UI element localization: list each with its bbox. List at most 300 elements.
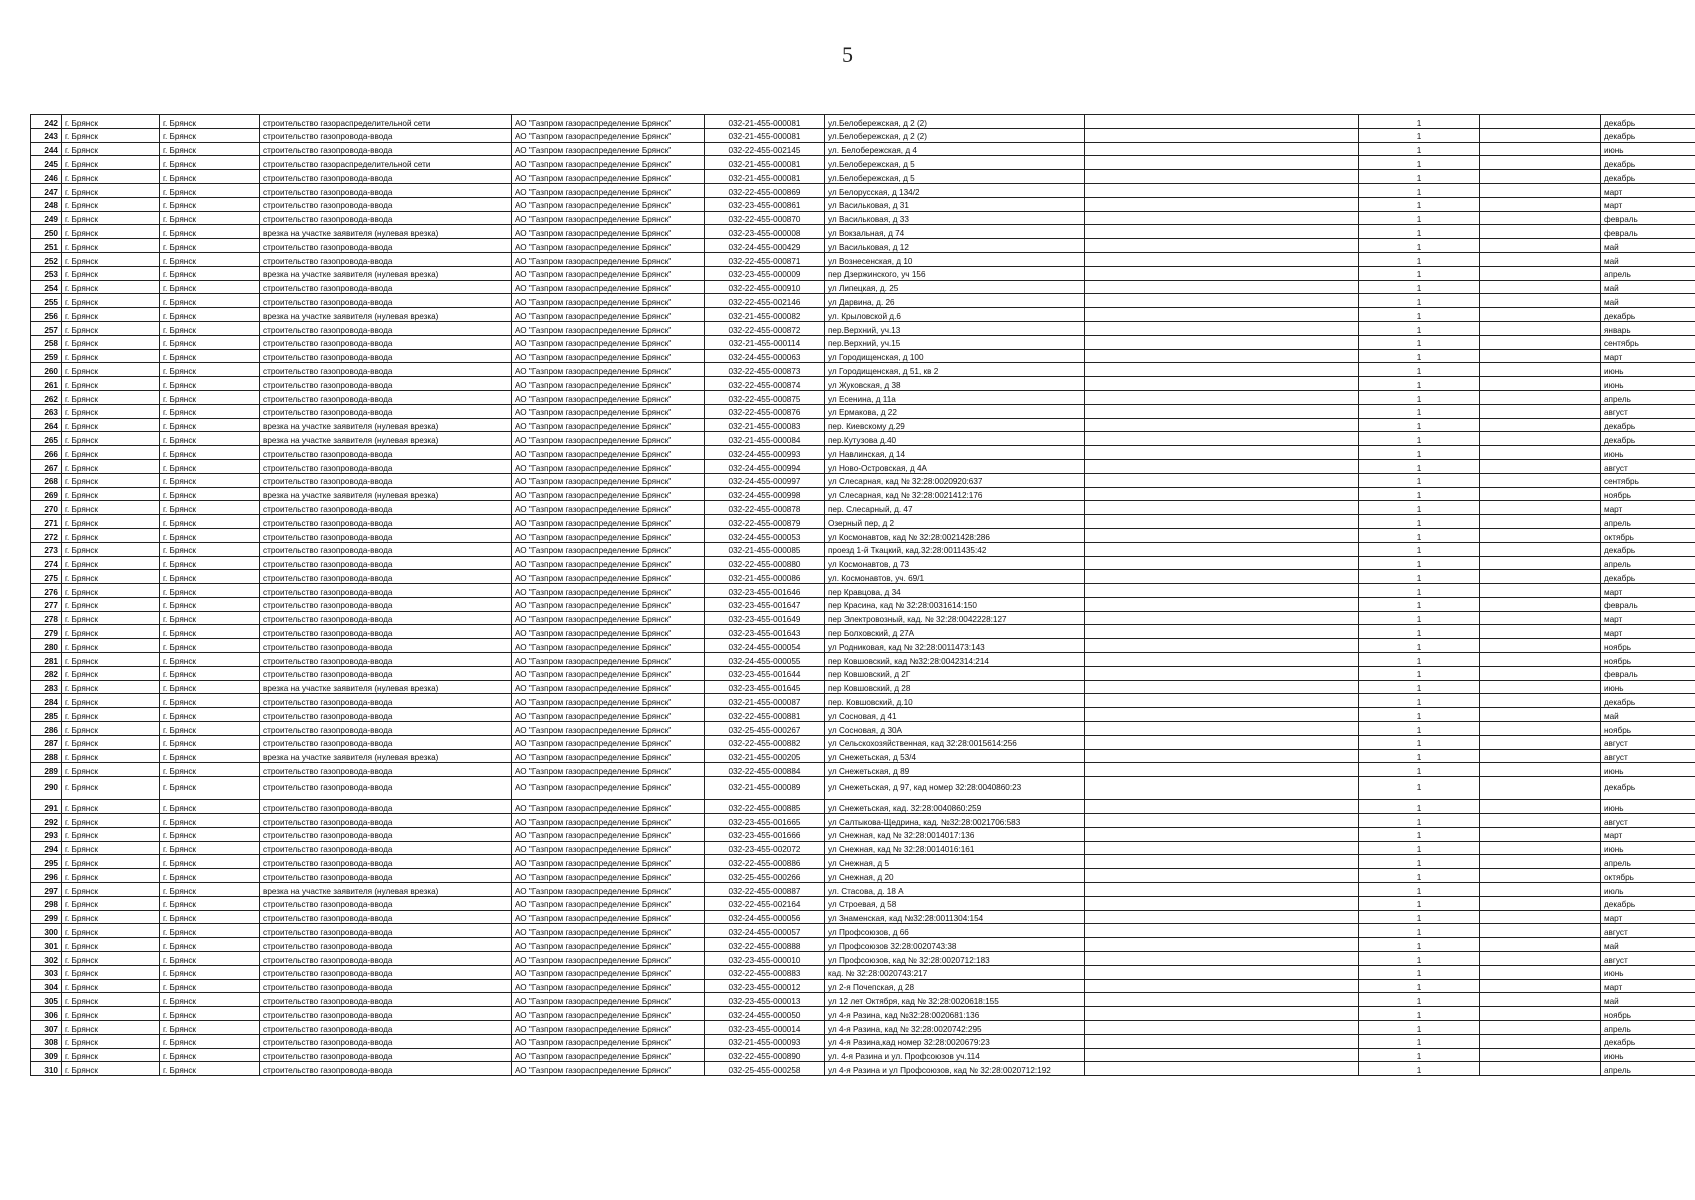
quantity-cell: 1 [1359, 827, 1480, 841]
row-number: 280 [31, 639, 62, 653]
quantity-cell: 1 [1359, 924, 1480, 938]
table-row [31, 653, 1695, 667]
blank-cell [1085, 142, 1359, 156]
blank-cell [1085, 653, 1359, 667]
table-row [31, 694, 1695, 708]
address-cell: ул Родниковая, кад № 32:28:0011473:143 [825, 639, 1085, 653]
address-cell: ул Вокзальная, д 74 [825, 225, 1085, 239]
work-type-cell: строительство газопровода-ввода [260, 896, 512, 910]
blank-cell [1480, 294, 1601, 308]
organization-cell: АО "Газпром газораспределение Брянск" [512, 528, 705, 542]
request-code-cell: 032-22-455-000881 [705, 708, 825, 722]
table-row [31, 708, 1695, 722]
quantity-cell: 1 [1359, 910, 1480, 924]
blank-cell [1085, 515, 1359, 529]
organization-cell: АО "Газпром газораспределение Брянск" [512, 639, 705, 653]
organization-cell: АО "Газпром газораспределение Брянск" [512, 377, 705, 391]
table-row [31, 993, 1695, 1007]
district-cell: г. Брянск [160, 335, 260, 349]
blank-cell [1480, 749, 1601, 763]
table-row [31, 528, 1695, 542]
request-code-cell: 032-21-455-000085 [705, 542, 825, 556]
quantity-cell: 1 [1359, 349, 1480, 363]
row-number: 259 [31, 349, 62, 363]
table-row [31, 965, 1695, 979]
request-code-cell: 032-22-455-002145 [705, 142, 825, 156]
month-cell: август [1601, 735, 1695, 749]
blank-cell [1480, 800, 1601, 814]
district-cell: г. Брянск [160, 597, 260, 611]
work-type-cell: строительство газопровода-ввода [260, 611, 512, 625]
table-row [31, 1021, 1695, 1035]
settlement-cell: г. Брянск [62, 294, 160, 308]
quantity-cell: 1 [1359, 611, 1480, 625]
row-number: 247 [31, 183, 62, 197]
district-cell: г. Брянск [160, 924, 260, 938]
settlement-cell: г. Брянск [62, 183, 160, 197]
month-cell: август [1601, 924, 1695, 938]
blank-cell [1480, 363, 1601, 377]
month-cell: декабрь [1601, 156, 1695, 170]
organization-cell: АО "Газпром газораспределение Брянск" [512, 735, 705, 749]
work-type-cell: строительство газопровода-ввода [260, 965, 512, 979]
row-number: 248 [31, 197, 62, 211]
blank-cell [1085, 308, 1359, 322]
work-type-cell: строительство газопровода-ввода [260, 446, 512, 460]
district-cell: г. Брянск [160, 749, 260, 763]
organization-cell: АО "Газпром газораспределение Брянск" [512, 883, 705, 897]
settlement-cell: г. Брянск [62, 800, 160, 814]
request-code-cell: 032-21-455-000087 [705, 694, 825, 708]
settlement-cell: г. Брянск [62, 910, 160, 924]
address-cell: пер Дзержинского, уч 156 [825, 266, 1085, 280]
organization-cell: АО "Газпром газораспределение Брянск" [512, 666, 705, 680]
row-number: 267 [31, 459, 62, 473]
settlement-cell: г. Брянск [62, 777, 160, 800]
request-code-cell: 032-22-455-000880 [705, 556, 825, 570]
organization-cell: АО "Газпром газораспределение Брянск" [512, 800, 705, 814]
blank-cell [1085, 896, 1359, 910]
work-type-cell: строительство газопровода-ввода [260, 1062, 512, 1076]
blank-cell [1480, 611, 1601, 625]
blank-cell [1480, 653, 1601, 667]
register-rows [31, 115, 1695, 1076]
work-type-cell: строительство газопровода-ввода [260, 924, 512, 938]
quantity-cell: 1 [1359, 1034, 1480, 1048]
row-number: 251 [31, 239, 62, 253]
request-code-cell: 032-25-455-000267 [705, 722, 825, 736]
quantity-cell: 1 [1359, 777, 1480, 800]
settlement-cell: г. Брянск [62, 584, 160, 598]
request-code-cell: 032-22-455-000875 [705, 390, 825, 404]
work-type-cell: врезка на участке заявителя (нулевая врезка) [260, 487, 512, 501]
address-cell: пер Ковшовский, д 28 [825, 680, 1085, 694]
settlement-cell: г. Брянск [62, 487, 160, 501]
address-cell: пер Электровозный, кад. № 32:28:0042228:127 [825, 611, 1085, 625]
district-cell: г. Брянск [160, 294, 260, 308]
address-cell: ул 12 лет Октября, кад № 32:28:0020618:155 [825, 993, 1085, 1007]
work-type-cell: строительство газопровода-ввода [260, 459, 512, 473]
row-number: 246 [31, 170, 62, 184]
organization-cell: АО "Газпром газораспределение Брянск" [512, 722, 705, 736]
table-row [31, 487, 1695, 501]
district-cell: г. Брянск [160, 280, 260, 294]
month-cell: февраль [1601, 225, 1695, 239]
quantity-cell: 1 [1359, 694, 1480, 708]
blank-cell [1085, 266, 1359, 280]
organization-cell: АО "Газпром газораспределение Брянск" [512, 308, 705, 322]
row-number: 308 [31, 1034, 62, 1048]
quantity-cell: 1 [1359, 142, 1480, 156]
organization-cell: АО "Газпром газораспределение Брянск" [512, 266, 705, 280]
work-type-cell: строительство газопровода-ввода [260, 363, 512, 377]
blank-cell [1085, 501, 1359, 515]
blank-cell [1480, 556, 1601, 570]
district-cell: г. Брянск [160, 404, 260, 418]
row-number: 301 [31, 938, 62, 952]
request-code-cell: 032-24-455-000057 [705, 924, 825, 938]
table-row [31, 280, 1695, 294]
request-code-cell: 032-22-455-000883 [705, 965, 825, 979]
table-row [31, 910, 1695, 924]
address-cell: ул Строевая, д 58 [825, 896, 1085, 910]
address-cell: ул Сосновая, д 41 [825, 708, 1085, 722]
request-code-cell: 032-22-455-000886 [705, 855, 825, 869]
organization-cell: АО "Газпром газораспределение Брянск" [512, 938, 705, 952]
blank-cell [1085, 404, 1359, 418]
row-number: 295 [31, 855, 62, 869]
work-type-cell: строительство газопровода-ввода [260, 694, 512, 708]
district-cell: г. Брянск [160, 239, 260, 253]
district-cell: г. Брянск [160, 197, 260, 211]
row-number: 272 [31, 528, 62, 542]
address-cell: ул.Белобережская, д 5 [825, 170, 1085, 184]
blank-cell [1085, 924, 1359, 938]
month-cell: май [1601, 938, 1695, 952]
month-cell: апрель [1601, 1021, 1695, 1035]
blank-cell [1085, 1007, 1359, 1021]
district-cell: г. Брянск [160, 211, 260, 225]
district-cell: г. Брянск [160, 1048, 260, 1062]
month-cell: апрель [1601, 1062, 1695, 1076]
row-number: 275 [31, 570, 62, 584]
organization-cell: АО "Газпром газораспределение Брянск" [512, 542, 705, 556]
settlement-cell: г. Брянск [62, 597, 160, 611]
month-cell: декабрь [1601, 1034, 1695, 1048]
address-cell: ул Снежная, кад № 32:28:0014016:161 [825, 841, 1085, 855]
work-type-cell: строительство газопровода-ввода [260, 1034, 512, 1048]
work-type-cell: строительство газопровода-ввода [260, 869, 512, 883]
quantity-cell: 1 [1359, 584, 1480, 598]
blank-cell [1480, 446, 1601, 460]
blank-cell [1085, 225, 1359, 239]
blank-cell [1480, 390, 1601, 404]
row-number: 296 [31, 869, 62, 883]
address-cell: ул Ермакова, д 22 [825, 404, 1085, 418]
blank-cell [1480, 855, 1601, 869]
blank-cell [1085, 597, 1359, 611]
address-cell: ул 4-я Разина,кад номер 32:28:0020679:23 [825, 1034, 1085, 1048]
table-row [31, 321, 1695, 335]
address-cell: ул.Белобережская, д 5 [825, 156, 1085, 170]
organization-cell: АО "Газпром газораспределение Брянск" [512, 749, 705, 763]
quantity-cell: 1 [1359, 197, 1480, 211]
blank-cell [1480, 156, 1601, 170]
work-type-cell: врезка на участке заявителя (нулевая врезка) [260, 680, 512, 694]
settlement-cell: г. Брянск [62, 722, 160, 736]
table-row [31, 115, 1695, 129]
row-number: 287 [31, 735, 62, 749]
blank-cell [1085, 722, 1359, 736]
district-cell: г. Брянск [160, 777, 260, 800]
organization-cell: АО "Газпром газораспределение Брянск" [512, 556, 705, 570]
request-code-cell: 032-22-455-000888 [705, 938, 825, 952]
quantity-cell: 1 [1359, 749, 1480, 763]
row-number: 273 [31, 542, 62, 556]
district-cell: г. Брянск [160, 170, 260, 184]
district-cell: г. Брянск [160, 128, 260, 142]
blank-cell [1480, 694, 1601, 708]
address-cell: ул 4-я Разина и ул Профсоюзов, кад № 32:28:0020712:192 [825, 1062, 1085, 1076]
request-code-cell: 032-21-455-000081 [705, 128, 825, 142]
address-cell: ул. Стасова, д. 18 А [825, 883, 1085, 897]
blank-cell [1480, 666, 1601, 680]
district-cell: г. Брянск [160, 515, 260, 529]
row-number: 262 [31, 390, 62, 404]
request-code-cell: 032-22-455-000870 [705, 211, 825, 225]
month-cell: декабрь [1601, 694, 1695, 708]
district-cell: г. Брянск [160, 556, 260, 570]
settlement-cell: г. Брянск [62, 924, 160, 938]
month-cell: март [1601, 910, 1695, 924]
address-cell: ул Профсоюзов 32:28:0020743:38 [825, 938, 1085, 952]
blank-cell [1480, 708, 1601, 722]
row-number: 268 [31, 473, 62, 487]
table-row [31, 924, 1695, 938]
quantity-cell: 1 [1359, 800, 1480, 814]
request-code-cell: 032-23-455-000008 [705, 225, 825, 239]
month-cell: ноябрь [1601, 639, 1695, 653]
address-cell: ул Городищенская, д 100 [825, 349, 1085, 363]
month-cell: май [1601, 294, 1695, 308]
address-cell: пер.Верхний, уч.15 [825, 335, 1085, 349]
table-row [31, 128, 1695, 142]
request-code-cell: 032-24-455-000054 [705, 639, 825, 653]
address-cell: ул 2-я Почепская, д 28 [825, 979, 1085, 993]
month-cell: август [1601, 404, 1695, 418]
work-type-cell: врезка на участке заявителя (нулевая врезка) [260, 749, 512, 763]
address-cell: ул Липецкая, д. 25 [825, 280, 1085, 294]
blank-cell [1480, 777, 1601, 800]
address-cell: пер.Верхний, уч.13 [825, 321, 1085, 335]
blank-cell [1085, 611, 1359, 625]
request-code-cell: 032-21-455-000114 [705, 335, 825, 349]
blank-cell [1085, 349, 1359, 363]
settlement-cell: г. Брянск [62, 841, 160, 855]
table-row [31, 749, 1695, 763]
organization-cell: АО "Газпром газораспределение Брянск" [512, 1021, 705, 1035]
month-cell: ноябрь [1601, 1007, 1695, 1021]
request-code-cell: 032-21-455-000082 [705, 308, 825, 322]
blank-cell [1085, 183, 1359, 197]
request-code-cell: 032-22-455-000878 [705, 501, 825, 515]
settlement-cell: г. Брянск [62, 432, 160, 446]
request-code-cell: 032-22-455-000890 [705, 1048, 825, 1062]
district-cell: г. Брянск [160, 115, 260, 129]
address-cell: ул Профсоюзов, д 66 [825, 924, 1085, 938]
organization-cell: АО "Газпром газораспределение Брянск" [512, 459, 705, 473]
blank-cell [1480, 473, 1601, 487]
district-cell: г. Брянск [160, 1062, 260, 1076]
table-row [31, 211, 1695, 225]
month-cell: декабрь [1601, 128, 1695, 142]
blank-cell [1085, 965, 1359, 979]
organization-cell: АО "Газпром газораспределение Брянск" [512, 952, 705, 966]
district-cell: г. Брянск [160, 225, 260, 239]
table-row [31, 938, 1695, 952]
row-number: 292 [31, 814, 62, 828]
settlement-cell: г. Брянск [62, 377, 160, 391]
month-cell: октябрь [1601, 869, 1695, 883]
quantity-cell: 1 [1359, 1048, 1480, 1062]
quantity-cell: 1 [1359, 841, 1480, 855]
quantity-cell: 1 [1359, 266, 1480, 280]
blank-cell [1480, 225, 1601, 239]
work-type-cell: строительство газопровода-ввода [260, 979, 512, 993]
month-cell: декабрь [1601, 115, 1695, 129]
request-code-cell: 032-23-455-001644 [705, 666, 825, 680]
work-type-cell: врезка на участке заявителя (нулевая врезка) [260, 266, 512, 280]
request-code-cell: 032-24-455-000055 [705, 653, 825, 667]
month-cell: декабрь [1601, 896, 1695, 910]
address-cell: ул Профсоюзов, кад № 32:28:0020712:183 [825, 952, 1085, 966]
month-cell: март [1601, 183, 1695, 197]
quantity-cell: 1 [1359, 763, 1480, 777]
month-cell: апрель [1601, 390, 1695, 404]
address-cell: ул. Крыловской д.6 [825, 308, 1085, 322]
table-row [31, 308, 1695, 322]
month-cell: июнь [1601, 142, 1695, 156]
organization-cell: АО "Газпром газораспределение Брянск" [512, 363, 705, 377]
request-code-cell: 032-23-455-001666 [705, 827, 825, 841]
organization-cell: АО "Газпром газораспределение Брянск" [512, 418, 705, 432]
address-cell: пер Красина, кад № 32:28:0031614:150 [825, 597, 1085, 611]
request-code-cell: 032-22-455-000872 [705, 321, 825, 335]
work-type-cell: строительство газопровода-ввода [260, 128, 512, 142]
request-code-cell: 032-22-455-000910 [705, 280, 825, 294]
district-cell: г. Брянск [160, 979, 260, 993]
district-cell: г. Брянск [160, 855, 260, 869]
district-cell: г. Брянск [160, 611, 260, 625]
blank-cell [1085, 1062, 1359, 1076]
settlement-cell: г. Брянск [62, 211, 160, 225]
address-cell: ул Жуковская, д 38 [825, 377, 1085, 391]
row-number: 290 [31, 777, 62, 800]
settlement-cell: г. Брянск [62, 952, 160, 966]
request-code-cell: 032-21-455-000084 [705, 432, 825, 446]
address-cell: ул Снежетьская, д 53/4 [825, 749, 1085, 763]
district-cell: г. Брянск [160, 321, 260, 335]
request-code-cell: 032-23-455-001643 [705, 625, 825, 639]
request-code-cell: 032-24-455-000998 [705, 487, 825, 501]
organization-cell: АО "Газпром газораспределение Брянск" [512, 611, 705, 625]
address-cell: ул Слесарная, кад № 32:28:0021412:176 [825, 487, 1085, 501]
work-type-cell: строительство газопровода-ввода [260, 556, 512, 570]
request-code-cell: 032-23-455-001646 [705, 584, 825, 598]
month-cell: декабрь [1601, 432, 1695, 446]
organization-cell: АО "Газпром газораспределение Брянск" [512, 183, 705, 197]
settlement-cell: г. Брянск [62, 694, 160, 708]
work-type-cell: строительство газопровода-ввода [260, 280, 512, 294]
table-row [31, 883, 1695, 897]
row-number: 302 [31, 952, 62, 966]
row-number: 265 [31, 432, 62, 446]
district-cell: г. Брянск [160, 183, 260, 197]
district-cell: г. Брянск [160, 694, 260, 708]
month-cell: март [1601, 197, 1695, 211]
request-code-cell: 032-22-455-000887 [705, 883, 825, 897]
work-type-cell: строительство газопровода-ввода [260, 993, 512, 1007]
month-cell: апрель [1601, 855, 1695, 869]
work-type-cell: строительство газопровода-ввода [260, 542, 512, 556]
district-cell: г. Брянск [160, 308, 260, 322]
quantity-cell: 1 [1359, 321, 1480, 335]
blank-cell [1480, 321, 1601, 335]
settlement-cell: г. Брянск [62, 979, 160, 993]
row-number: 244 [31, 142, 62, 156]
settlement-cell: г. Брянск [62, 363, 160, 377]
month-cell: июнь [1601, 800, 1695, 814]
district-cell: г. Брянск [160, 363, 260, 377]
organization-cell: АО "Газпром газораспределение Брянск" [512, 1062, 705, 1076]
organization-cell: АО "Газпром газораспределение Брянск" [512, 211, 705, 225]
quantity-cell: 1 [1359, 965, 1480, 979]
blank-cell [1480, 308, 1601, 322]
settlement-cell: г. Брянск [62, 115, 160, 129]
month-cell: апрель [1601, 556, 1695, 570]
blank-cell [1085, 708, 1359, 722]
month-cell: сентябрь [1601, 473, 1695, 487]
organization-cell: АО "Газпром газораспределение Брянск" [512, 225, 705, 239]
settlement-cell: г. Брянск [62, 225, 160, 239]
blank-cell [1480, 280, 1601, 294]
row-number: 277 [31, 597, 62, 611]
address-cell: Озерный пер, д 2 [825, 515, 1085, 529]
table-row [31, 666, 1695, 680]
row-number: 243 [31, 128, 62, 142]
settlement-cell: г. Брянск [62, 390, 160, 404]
blank-cell [1085, 170, 1359, 184]
blank-cell [1480, 869, 1601, 883]
work-type-cell: строительство газопровода-ввода [260, 252, 512, 266]
organization-cell: АО "Газпром газораспределение Брянск" [512, 694, 705, 708]
settlement-cell: г. Брянск [62, 814, 160, 828]
request-code-cell: 032-24-455-000056 [705, 910, 825, 924]
blank-cell [1480, 910, 1601, 924]
organization-cell: АО "Газпром газораспределение Брянск" [512, 708, 705, 722]
row-number: 305 [31, 993, 62, 1007]
table-row [31, 404, 1695, 418]
request-code-cell: 032-22-455-000871 [705, 252, 825, 266]
settlement-cell: г. Брянск [62, 1062, 160, 1076]
settlement-cell: г. Брянск [62, 528, 160, 542]
row-number: 250 [31, 225, 62, 239]
blank-cell [1085, 211, 1359, 225]
blank-cell [1480, 252, 1601, 266]
organization-cell: АО "Газпром газораспределение Брянск" [512, 390, 705, 404]
blank-cell [1085, 694, 1359, 708]
blank-cell [1480, 170, 1601, 184]
